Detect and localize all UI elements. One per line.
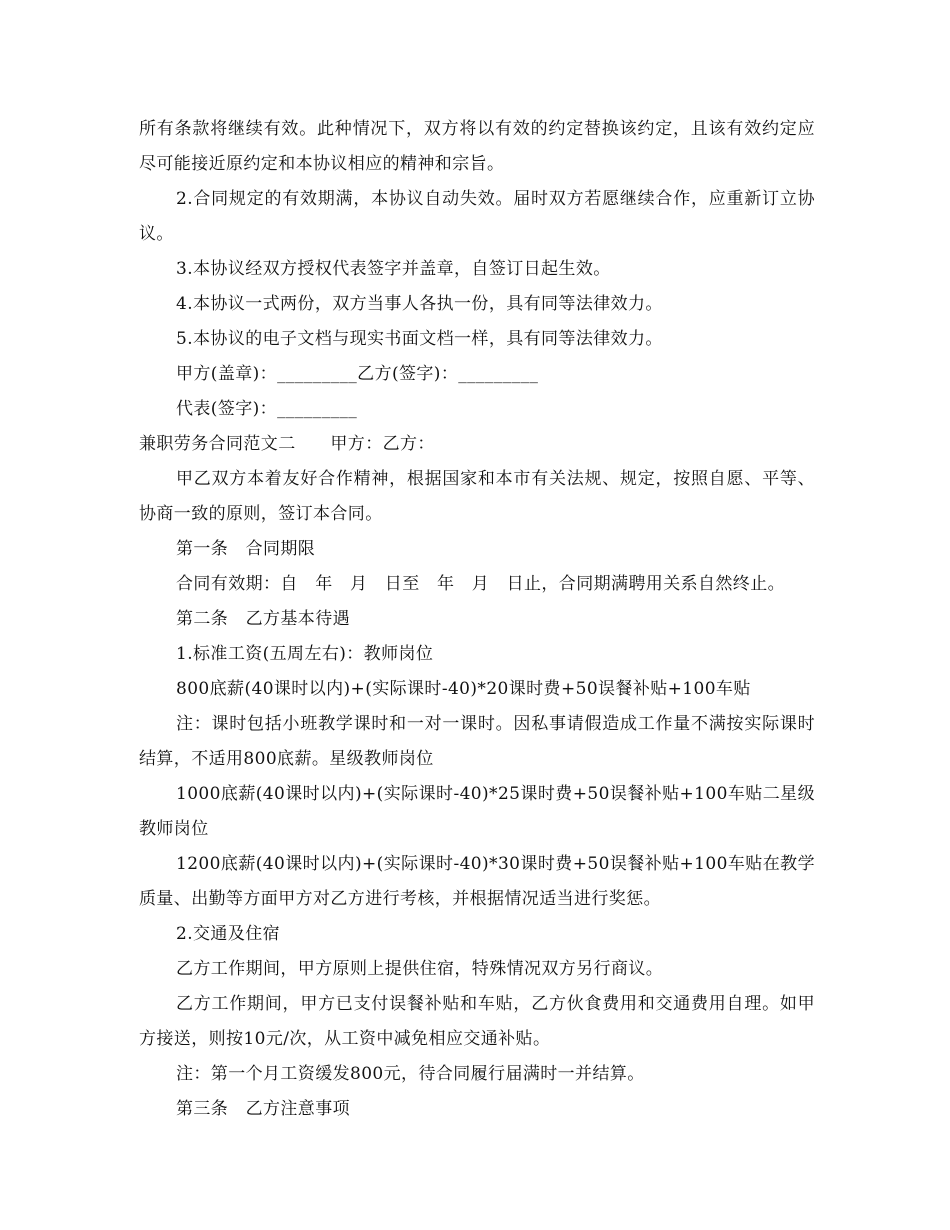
paragraph: 5.本协议的电子文档与现实书面文档一样，具有同等法律效力。 bbox=[176, 329, 663, 349]
paragraph: 3.本协议经双方授权代表签字并盖章，自签订日起生效。 bbox=[176, 259, 611, 279]
paragraph: 4.本协议一式两份，双方当事人各执一份，具有同等法律效力。 bbox=[176, 294, 663, 314]
section-title: 兼职劳务合同范文二 甲方：乙方： bbox=[139, 434, 435, 454]
paragraph: 乙方工作期间，甲方原则上提供住宿，特殊情况双方另行商议。 bbox=[176, 959, 664, 979]
paragraph: 1.标准工资(五周左右)：教师岗位 bbox=[176, 644, 434, 664]
paragraph: 2.交通及住宿 bbox=[176, 924, 281, 944]
paragraph: 甲乙双方本着友好合作精神，根据国家和本市有关法规、规定，按照自愿、平等、协商一致的原则，签订本合同。 bbox=[139, 469, 815, 524]
paragraph: 所有条款将继续有效。此种情况下，双方将以有效的约定替换该约定，且该有效约定应尽可能接近原约定和本协议相应的精神和宗旨。 bbox=[139, 119, 815, 174]
article-heading: 第二条 乙方基本待遇 bbox=[176, 609, 350, 629]
paragraph: 注：课时包括小班教学课时和一对一课时。因私事请假造成工作量不满按实际课时结算，不适用800底薪。星级教师岗位 bbox=[139, 714, 815, 769]
paragraph: 注：第一个月工资缓发800元，待合同履行届满时一并结算。 bbox=[176, 1064, 645, 1084]
article-heading: 第一条 合同期限 bbox=[176, 539, 316, 559]
paragraph: 2.合同规定的有效期满，本协议自动失效。届时双方若愿继续合作，应重新订立协议。 bbox=[139, 189, 815, 244]
paragraph: 800底薪(40课时以内)+(实际课时-40)*20课时费+50误餐补贴+100车贴 bbox=[176, 679, 751, 699]
paragraph: 1000底薪(40课时以内)+(实际课时-40)*25课时费+50误餐补贴+100车贴二星级教师岗位 bbox=[139, 784, 815, 839]
signature-line-representative: 代表(签字)：_________ bbox=[176, 399, 358, 419]
paragraph: 乙方工作期间，甲方已支付误餐补贴和车贴，乙方伙食费用和交通费用自理。如甲方接送，则按10元/次，从工资中减免相应交通补贴。 bbox=[139, 994, 815, 1049]
document-body bbox=[139, 112, 815, 1127]
signature-line-parties: 甲方(盖章)：_________乙方(签字)：_________ bbox=[176, 364, 539, 384]
paragraph: 1200底薪(40课时以内)+(实际课时-40)*30课时费+50误餐补贴+100车贴在教学质量、出勤等方面甲方对乙方进行考核，并根据情况适当进行奖惩。 bbox=[139, 854, 815, 909]
article-heading: 第三条 乙方注意事项 bbox=[176, 1099, 350, 1119]
paragraph: 合同有效期：自 年 月 日至 年 月 日止，合同期满聘用关系自然终止。 bbox=[176, 574, 785, 594]
